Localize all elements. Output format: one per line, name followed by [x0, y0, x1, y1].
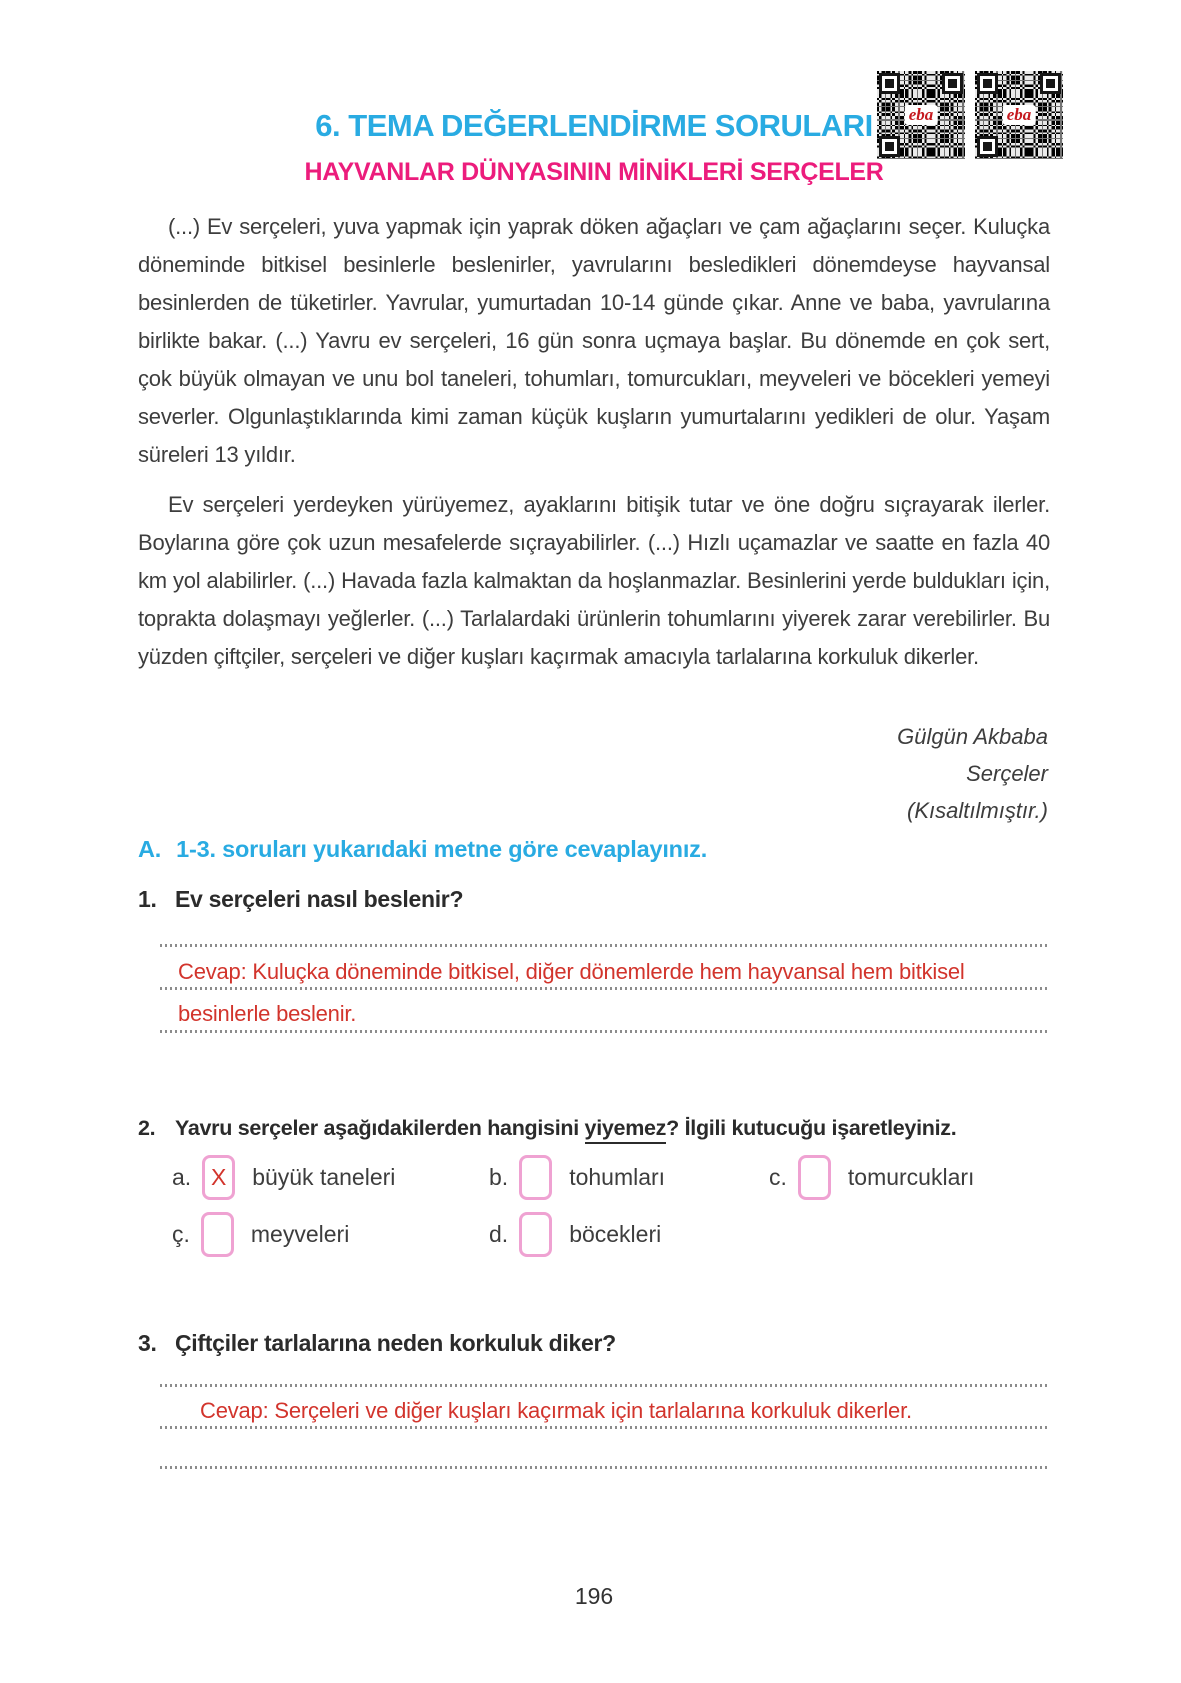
attribution-note: (Kısaltılmıştır.) [907, 798, 1048, 823]
option-c-checkbox[interactable] [798, 1155, 831, 1200]
question-3-text: Çiftçiler tarlalarına neden korkuluk diker? [175, 1330, 616, 1356]
question-2 [138, 1116, 956, 1141]
attribution [897, 718, 1048, 829]
option-b-label: tohumları [569, 1163, 666, 1190]
answer-dotted-line [160, 1466, 1048, 1469]
eba-logo: eba [1003, 105, 1036, 125]
underlined-word: yiyemez [585, 1116, 667, 1144]
answer-dotted-line [160, 1384, 1048, 1387]
option-a-checkbox[interactable] [202, 1155, 235, 1200]
option-b [489, 1155, 665, 1199]
q1-answer-line-1: Cevap: Kuluçka döneminde bitkisel, diğer dönemlerde hem hayvansal hem bitkisel [178, 959, 965, 984]
option-cc-letter: ç. [172, 1220, 190, 1247]
question-3-number: 3. [138, 1330, 157, 1356]
option-a [172, 1155, 395, 1199]
question-1-number: 1. [138, 886, 157, 912]
passage-paragraph-1: (...) Ev serçeleri, yuva yapmak için yaprak döken ağaçları ve çam ağaçlarını seçer. Kuluçka döneminde bitkisel besinlerle beslenirler, yavrularını besledikleri dönemdeyse hayvansal besinlerden de tüketirler. Yavrular, yumurtadan 10-14 günde çıkar. Anne ve baba, yavrularına birlikte bakar. (...) Yavru ev serçeleri, 16 gün sonra uçmaya başlar. Bu dönemde en çok sert, çok büyük olmayan ve unu bol taneleri, tohumları, tomurcukları, meyveleri ve böcekleri yemeyi severler. Olgunlaştıklarında kimi zaman küçük kuşların yumurtalarını yedikleri de olur. Yaşam süreleri 13 yıldır. [138, 214, 1050, 467]
attribution-author: Gülgün Akbaba [897, 724, 1048, 749]
qr-finder-icon [879, 73, 900, 94]
section-a-instruction: 1-3. soruları yukarıdaki metne göre cevaplayınız. [176, 836, 708, 862]
q1-answer-line-2: besinlerle beslenir. [178, 1001, 357, 1026]
option-b-letter: b. [489, 1163, 509, 1190]
section-a-label: A. [138, 836, 162, 862]
attribution-work: Serçeler [966, 761, 1048, 786]
option-d [489, 1212, 661, 1256]
answer-dotted-line [160, 944, 1048, 947]
qr-finder-icon [942, 73, 963, 94]
passage-paragraph-2: Ev serçeleri yerdeyken yürüyemez, ayaklarını bitişik tutar ve öne doğru sıçrayarak ilerler. Boylarına göre çok uzun mesafelerde sıçrayabilirler. (...) Hızlı uçamazlar ve saatte en fazla 40 km yol alabilirler. (...) Havada fazla kalmaktan da hoşlanmazlar. Besinlerini yerde buldukları için, toprakta dolaşmayı yeğlerler. (...) Tarlalardaki ürünlerin tohumlarını yiyerek zarar verebilirler. Bu yüzden çiftçiler, serçeleri ve diğer kuşları kaçırmak amacıyla tarlalarına korkuluk dikerler. [138, 492, 1050, 669]
answer-dotted-line [160, 1426, 1048, 1429]
option-d-letter: d. [489, 1220, 509, 1247]
option-a-letter: a. [172, 1163, 192, 1190]
question-1-text: Ev serçeleri nasıl beslenir? [175, 886, 464, 912]
qr-finder-icon [977, 73, 998, 94]
option-cc-label: meyveleri [250, 1220, 350, 1247]
option-cc-checkbox[interactable] [201, 1212, 234, 1257]
x-mark: X [211, 1163, 227, 1190]
page-title: 6. TEMA DEĞERLENDİRME SORULARI [315, 108, 873, 143]
option-c-letter: c. [769, 1163, 787, 1190]
option-d-checkbox[interactable] [519, 1212, 552, 1257]
question-2-text: Yavru serçeler aşağıdakilerden hangisini yiyemez? İlgili kutucuğu işaretleyiniz. [175, 1116, 956, 1144]
eba-logo: eba [905, 105, 938, 125]
q3-answer-area[interactable]: Cevap: Serçeleri ve diğer kuşları kaçırmak için tarlalarına korkuluk dikerler. [200, 1398, 912, 1423]
option-a-label: büyük taneleri [252, 1163, 396, 1190]
question-2-number: 2. [138, 1116, 156, 1140]
section-a-heading [138, 836, 707, 863]
question-1 [138, 886, 463, 913]
q1-answer-area[interactable] [178, 951, 965, 1035]
option-cc [172, 1212, 349, 1256]
passage-title: HAYVANLAR DÜNYASININ MİNİKLERİ SERÇELER [304, 158, 884, 186]
option-c-label: tomurcukları [847, 1163, 975, 1190]
option-b-checkbox[interactable] [519, 1155, 552, 1200]
question-3 [138, 1330, 616, 1357]
option-c [769, 1155, 974, 1199]
qr-finder-icon [1040, 73, 1061, 94]
page-number: 196 [574, 1583, 614, 1609]
option-d-label: böcekleri [569, 1220, 662, 1247]
